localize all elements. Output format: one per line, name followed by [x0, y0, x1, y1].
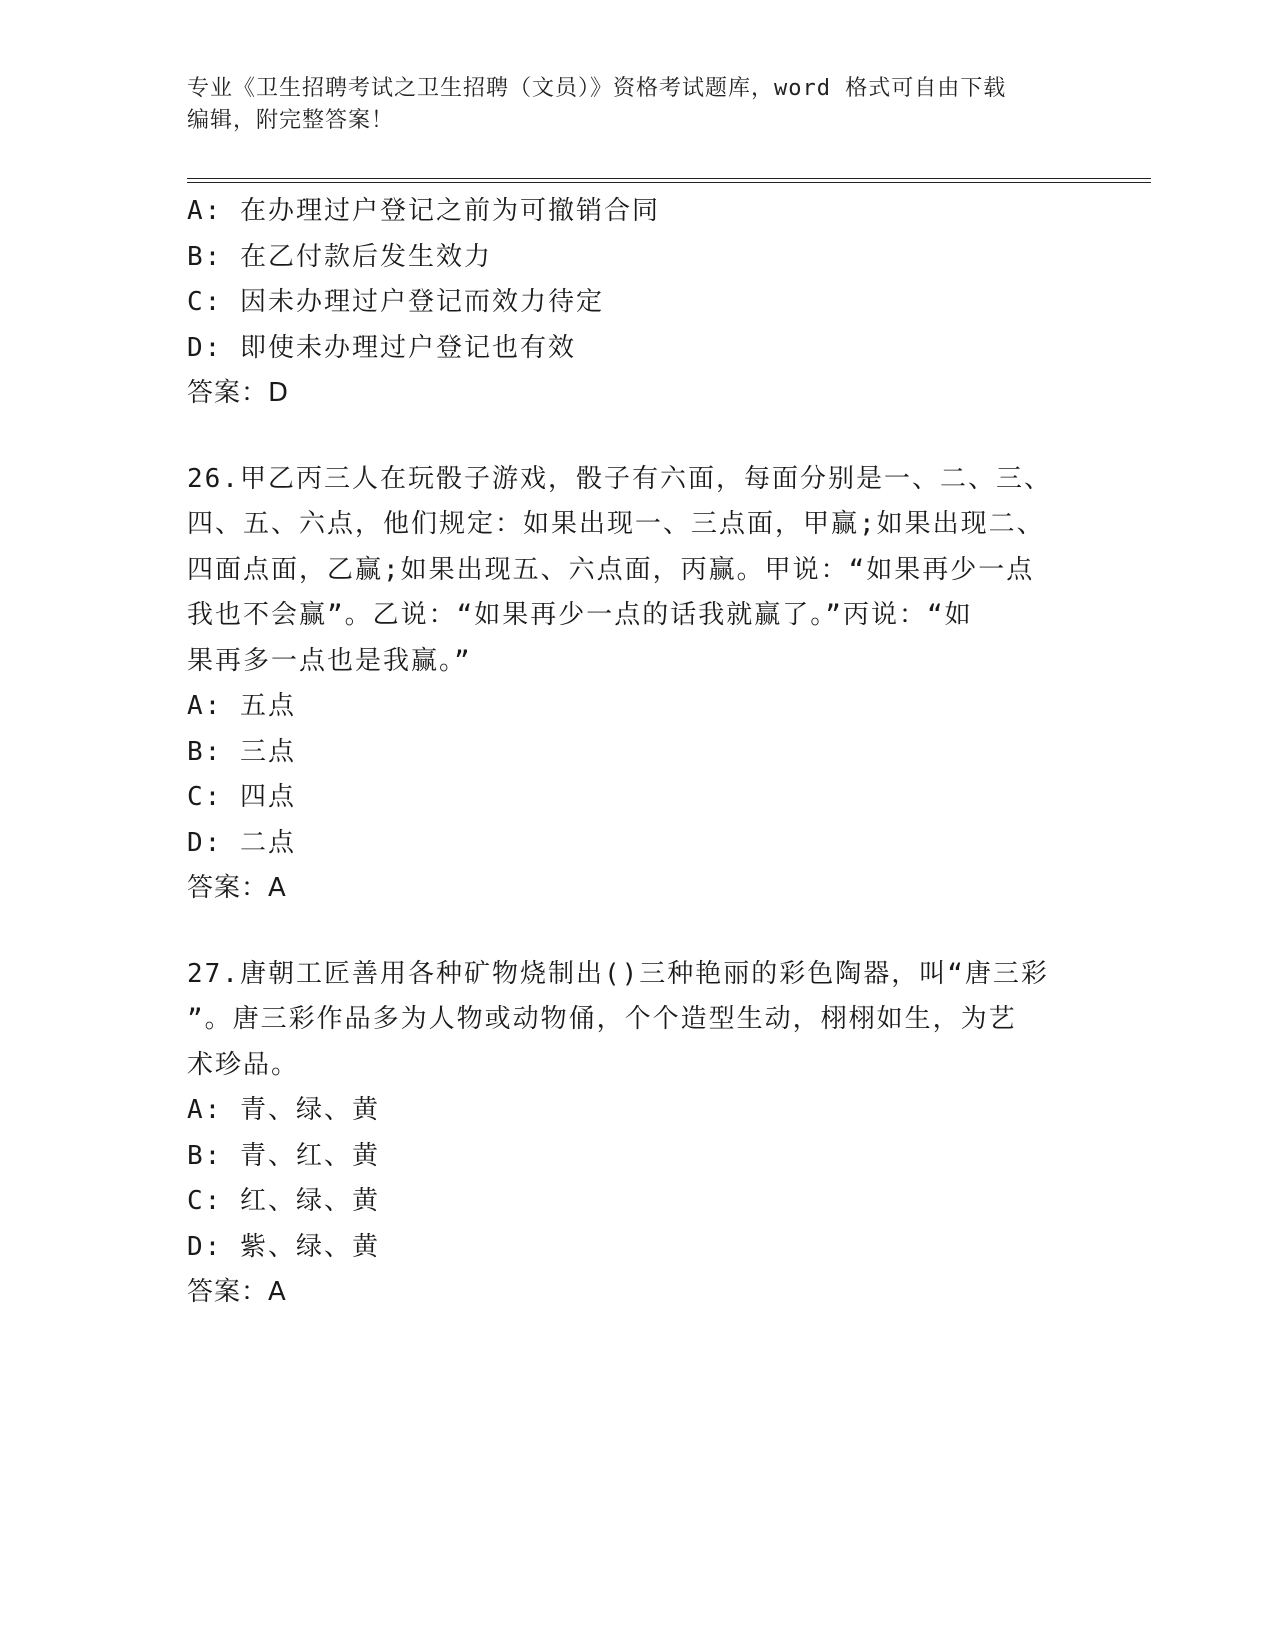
option-c: C: 红、绿、黄	[187, 1186, 380, 1216]
header-line-2: 编辑，附完整答案！	[187, 108, 395, 133]
answer-line: 答案：A	[187, 1277, 287, 1307]
answer-line: 答案：A	[187, 873, 287, 903]
question-content	[187, 189, 1087, 1316]
answer-line: 答案：D	[187, 378, 290, 408]
stem-line: 术珍品。	[187, 1049, 300, 1080]
stem-line: 四、五、六点，他们规定：如果出现一、三点面，甲赢;如果出现二、	[187, 509, 1045, 539]
stem-line: ”。唐三彩作品多为人物或动物俑，个个造型生动，栩栩如生，为艺	[187, 1004, 1017, 1034]
option-a: A: 五点	[187, 691, 296, 721]
question-25-block	[187, 189, 1087, 417]
option-a: A: 在办理过户登记之前为可撤销合同	[187, 196, 660, 226]
stem-line: 26.甲乙丙三人在玩骰子游戏，骰子有六面，每面分别是一、二、三、	[187, 463, 1052, 494]
option-d: D: 紫、绿、黄	[187, 1231, 380, 1262]
stem-line: 四面点面，乙赢;如果出现五、六点面，丙赢。甲说：“如果再少一点	[187, 554, 1035, 585]
stem-line: 我也不会赢”。乙说：“如果再少一点的话我就赢了。”丙说：“如	[187, 600, 973, 630]
question-stem	[187, 457, 1067, 685]
question-stem	[187, 952, 1067, 1089]
stem-line: 果再多一点也是我赢。”	[187, 645, 472, 676]
document-header	[187, 73, 1087, 137]
question-27-block	[187, 952, 1087, 1316]
option-d: D: 即使未办理过户登记也有效	[187, 332, 576, 363]
option-b: B: 三点	[187, 736, 296, 767]
option-a: A: 青、绿、黄	[187, 1095, 380, 1125]
stem-line: 27.唐朝工匠善用各种矿物烧制出()三种艳丽的彩色陶器，叫“唐三彩	[187, 958, 1049, 989]
option-c: C: 因未办理过户登记而效力待定	[187, 287, 604, 317]
option-d: D: 二点	[187, 827, 296, 858]
option-b: B: 青、红、黄	[187, 1140, 380, 1171]
header-line-1: 专业《卫生招聘考试之卫生招聘（文员）》资格考试题库，word 格式可自由下载	[187, 76, 1007, 101]
header-divider	[187, 178, 1151, 183]
option-b: B: 在乙付款后发生效力	[187, 241, 492, 272]
question-26-block	[187, 457, 1087, 912]
option-c: C: 四点	[187, 782, 296, 812]
